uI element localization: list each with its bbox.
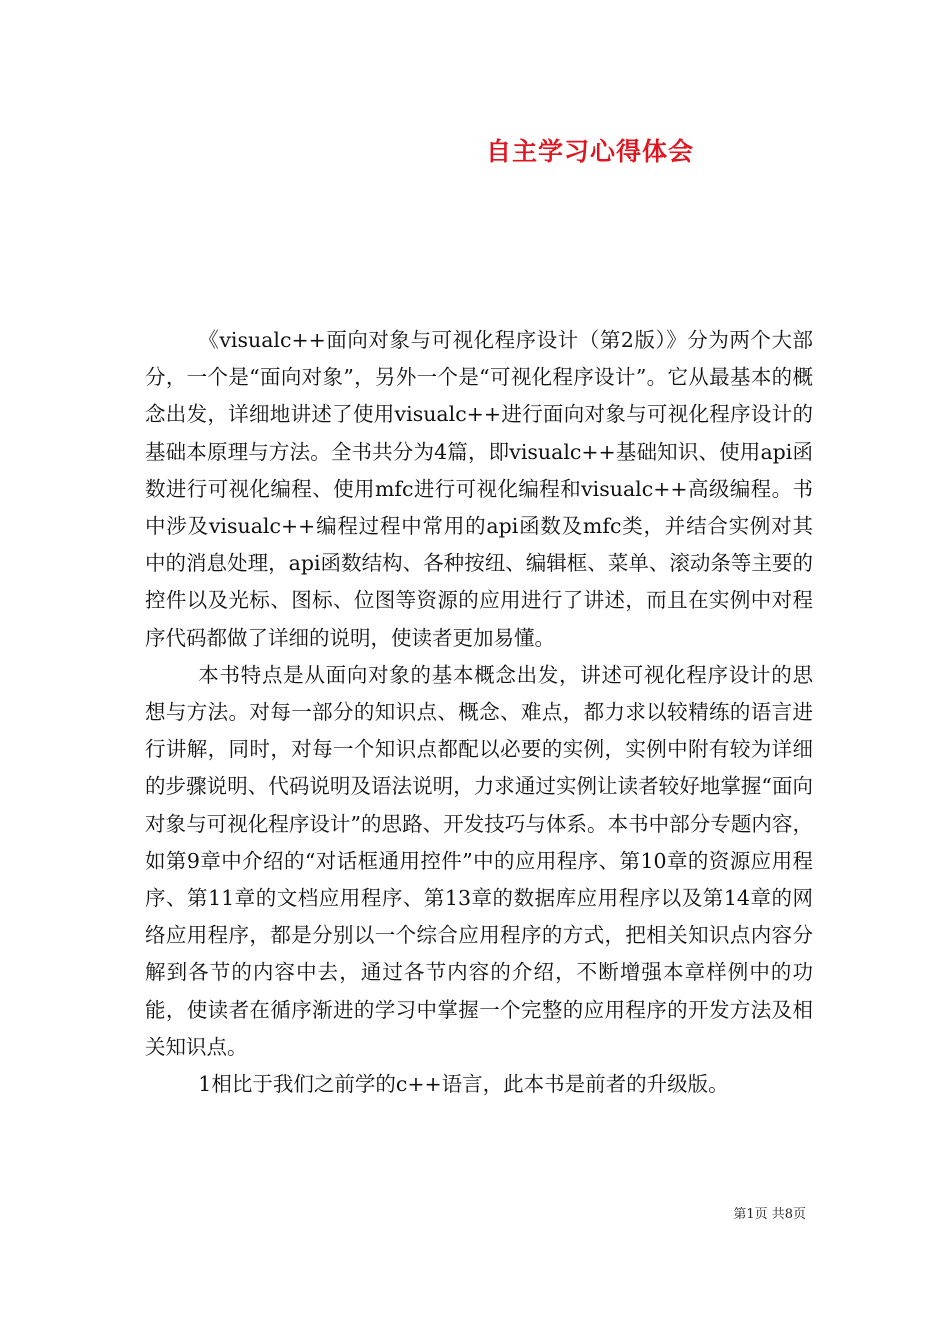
document-title: 自主学习心得体会 <box>485 137 694 166</box>
document-body <box>145 322 813 1103</box>
paragraph-3: 1相比于我们之前学的c++语言，此本书是前者的升级版。 <box>198 1072 729 1097</box>
page-footer: 第1页 共8页 <box>733 1207 806 1222</box>
paragraph-1: 《visualc++面向对象与可视化程序设计（第2版）》分为两个大部分，一个是“面向对象”，另外一个是“可视化程序设计”。它从最基本的概念出发，详细地讲述了使用visualc++进行面向对象与可视化程序设计的基础本原理与方法。全书共分为4篇，即visualc++基础知识、使用api函数进行可视化编程、使用mfc进行可视化编程和visualc++高级编程。书中涉及visualc++编程过程中常用的api函数及mfc类，并结合实例对其中的消息处理，api函数结构、各种按纽、编辑框、菜单、滚动条等主要的控件以及光标、图标、位图等资源的应用进行了讲述，而且在实例中对程序代码都做了详细的说明，使读者更加易懂。 <box>145 328 813 650</box>
paragraph-2: 本书特点是从面向对象的基本概念出发，讲述可视化程序设计的思想与方法。对每一部分的知识点、概念、难点，都力求以较精练的语言进行讲解，同时，对每一个知识点都配以必要的实例，实例中附有较为详细的步骤说明、代码说明及语法说明，力求通过实例让读者较好地掌握“面向对象与可视化程序设计”的思路、开发技巧与体系。本书中部分专题内容，如第9章中介绍的“对话框通用控件”中的应用程序、第10章的资源应用程序、第11章的文档应用程序、第13章的数据库应用程序以及第14章的网络应用程序，都是分别以一个综合应用程序的方式，把相关知识点内容分解到各节的内容中去，通过各节内容的介绍，不断增强本章样例中的功能，使读者在循序渐进的学习中掌握一个完整的应用程序的开发方法及相关知识点。 <box>145 662 813 1059</box>
